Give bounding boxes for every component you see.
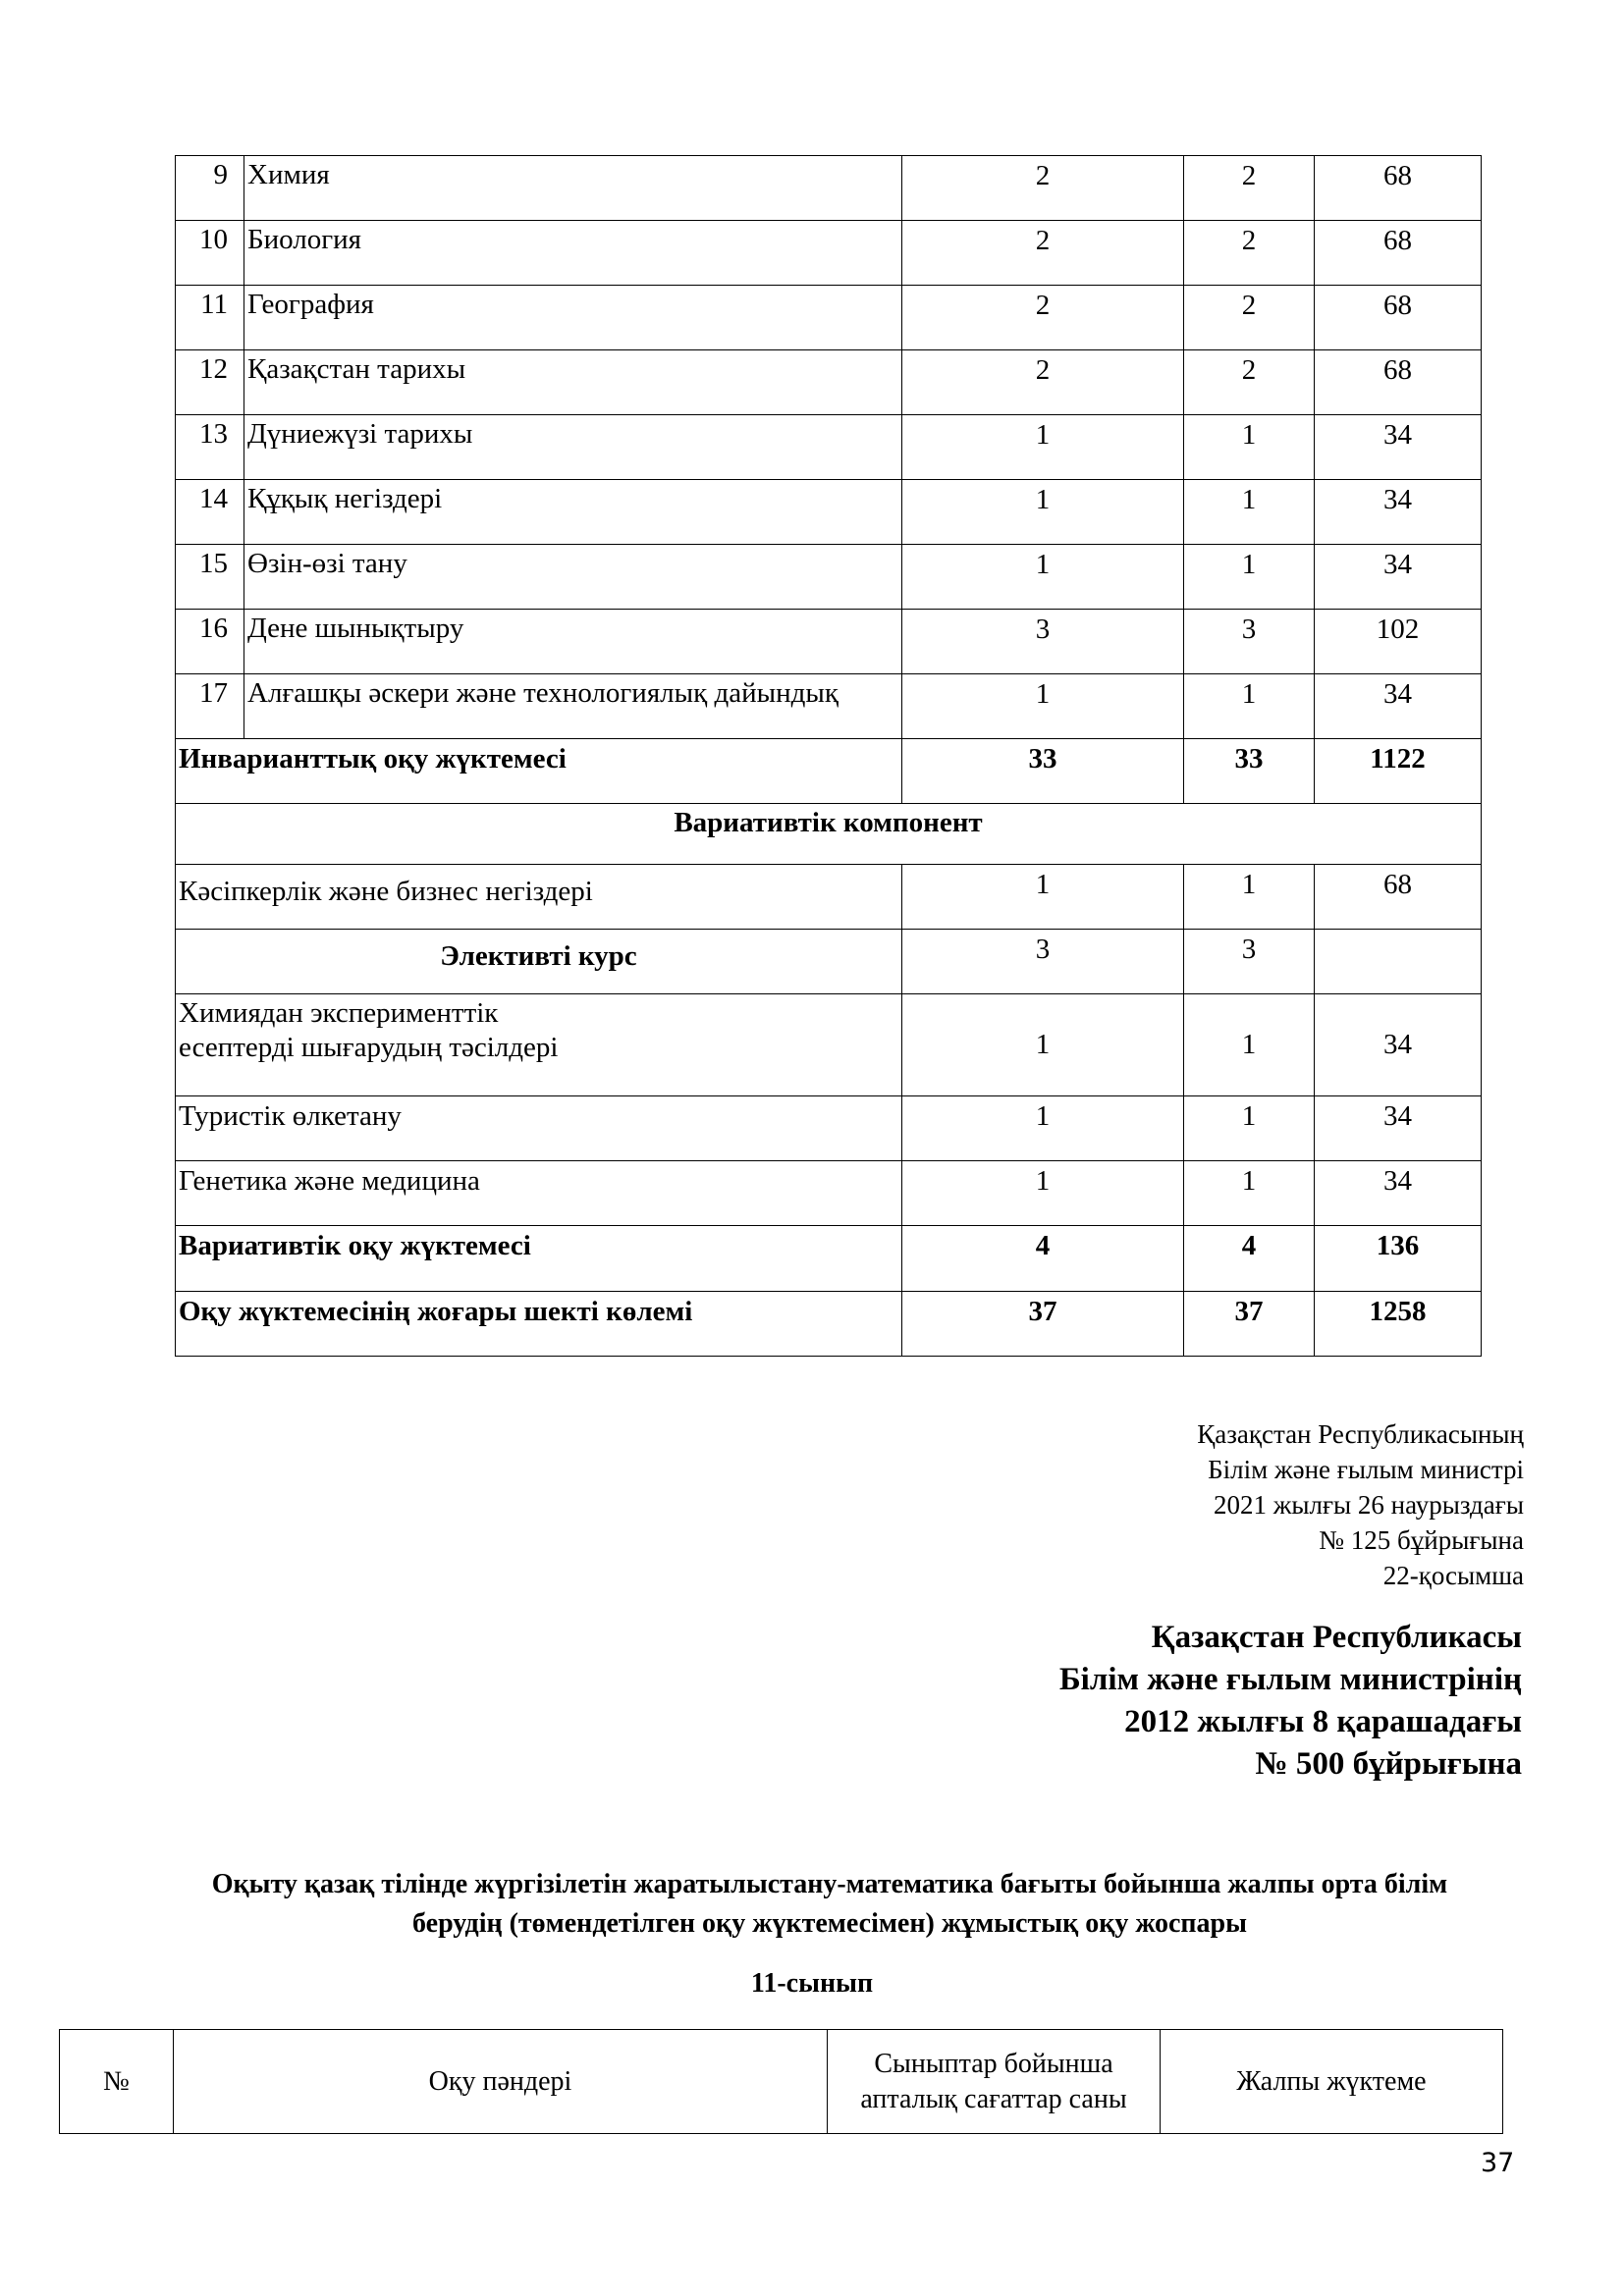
row-number: 14 [176,480,244,545]
elective-course-row [176,930,1482,994]
row-number: 13 [176,415,244,480]
weekly-hours-b: 3 [1184,930,1315,994]
curriculum-table-continued [175,155,1482,1357]
total-load: 68 [1315,221,1482,286]
invariant-total-label: Инварианттық оқу жүктемесі [176,739,902,804]
subject-name: Биология [244,221,902,286]
weekly-hours-a: 1 [902,674,1184,739]
elective-item-label: Туристік өлкетану [176,1096,902,1161]
total-load: 34 [1315,545,1482,610]
weekly-hours-b: 1 [1184,1096,1315,1161]
variative-total-label: Вариативтік оқу жүктемесі [176,1226,902,1292]
weekly-hours-b: 2 [1184,350,1315,415]
weekly-hours-b: 37 [1184,1292,1315,1357]
weekly-hours-b: 1 [1184,545,1315,610]
column-header-number: № [60,2030,174,2134]
page-number: 37 [1481,2148,1515,2178]
max-load-label: Оқу жүктемесінің жоғары шекті көлемі [176,1292,902,1357]
weekly-hours-a: 1 [902,415,1184,480]
order-line: 2012 жылғы 8 қарашадағы [1124,1704,1522,1739]
variative-total-row [176,1226,1482,1292]
table-row [176,610,1482,674]
weekly-hours-a: 2 [902,221,1184,286]
header-line: Сыныптар бойынша [874,2048,1113,2079]
approval-line: 2021 жылғы 26 наурыздағы [1213,1490,1524,1520]
subject-name: Қазақстан тарихы [244,350,902,415]
weekly-hours-b: 1 [1184,865,1315,930]
row-number: 16 [176,610,244,674]
order-line: № 500 бұйрығына [1255,1746,1522,1782]
header-row [60,2030,1503,2134]
total-load: 136 [1315,1226,1482,1292]
row-number: 17 [176,674,244,739]
weekly-hours-a: 1 [902,994,1184,1096]
approval-annex-note [1197,1416,1524,1593]
weekly-hours-a: 1 [902,865,1184,930]
total-load: 68 [1315,865,1482,930]
weekly-hours-a: 2 [902,286,1184,350]
table-row [176,545,1482,610]
total-load: 34 [1315,480,1482,545]
total-load: 34 [1315,1096,1482,1161]
weekly-hours-b: 2 [1184,286,1315,350]
subject-name: Өзін-өзі тану [244,545,902,610]
total-load: 34 [1315,674,1482,739]
order-reference [1059,1617,1522,1786]
weekly-hours-b: 4 [1184,1226,1315,1292]
table-row [176,221,1482,286]
elective-course-label: Элективті курс [176,930,902,994]
weekly-hours-a: 37 [902,1292,1184,1357]
weekly-hours-b: 2 [1184,221,1315,286]
subject-name: Дүниежүзі тарихы [244,415,902,480]
weekly-hours-a: 3 [902,610,1184,674]
total-load: 102 [1315,610,1482,674]
elective-item-row [176,994,1482,1096]
subject-name: Дене шынықтыру [244,610,902,674]
subject-name: Химия [244,156,902,221]
row-number: 10 [176,221,244,286]
table-row [176,286,1482,350]
order-line: Білім және ғылым министрінің [1058,1662,1522,1697]
title-line: Оқыту қазақ тілінде жүргізілетін жаратылыстану-математика бағыты бойынша жалпы орта білім [211,1869,1448,1899]
business-row [176,865,1482,930]
approval-line: Білім және ғылым министрі [1208,1455,1524,1484]
elective-item-label: Химиядан эксперименттік есептерді шығарудың тәсілдері [176,994,902,1096]
weekly-hours-b: 1 [1184,1161,1315,1226]
row-number: 15 [176,545,244,610]
weekly-hours-a: 33 [902,739,1184,804]
table-row [176,350,1482,415]
weekly-hours-a: 1 [902,1161,1184,1226]
curriculum-table-header [59,2029,1503,2134]
weekly-hours-b: 1 [1184,415,1315,480]
subject-name: География [244,286,902,350]
column-header-weekly-hours [828,2030,1161,2134]
business-subject-label: Кәсіпкерлік және бизнес негіздері [176,865,902,930]
row-number: 12 [176,350,244,415]
approval-line: № 125 бұйрығына [1319,1525,1524,1555]
weekly-hours-a: 2 [902,350,1184,415]
subject-name: Алғашқы әскери және технологиялық дайындық [244,674,902,739]
weekly-hours-a: 1 [902,480,1184,545]
subject-name: Құқық негіздері [244,480,902,545]
approval-line: Қазақстан Республикасының [1197,1419,1524,1449]
invariant-total-row [176,739,1482,804]
total-load: 68 [1315,350,1482,415]
weekly-hours-a: 1 [902,1096,1184,1161]
table-row [176,415,1482,480]
weekly-hours-b: 33 [1184,739,1315,804]
row-number: 11 [176,286,244,350]
weekly-hours-a: 1 [902,545,1184,610]
total-load: 34 [1315,415,1482,480]
weekly-hours-b: 1 [1184,674,1315,739]
total-load: 34 [1315,994,1482,1096]
order-line: Қазақстан Республикасы [1151,1620,1522,1655]
weekly-hours-a: 2 [902,156,1184,221]
elective-item-row [176,1096,1482,1161]
elective-item-label: Генетика және медицина [176,1161,902,1226]
total-load: 1122 [1315,739,1482,804]
class-heading: 11-сынып [750,1968,874,1999]
total-load: 68 [1315,156,1482,221]
total-load [1315,930,1482,994]
max-load-row [176,1292,1482,1357]
header-line: апталық сағаттар саны [860,2083,1127,2114]
elective-item-row [176,1161,1482,1226]
total-load: 68 [1315,286,1482,350]
document-title [108,1865,1551,1944]
table-row [176,674,1482,739]
table-row [176,480,1482,545]
weekly-hours-a: 3 [902,930,1184,994]
approval-line: 22-қосымша [1382,1561,1524,1590]
table-row [176,156,1482,221]
weekly-hours-b: 3 [1184,610,1315,674]
variative-component-heading: Вариативтік компонент [176,804,1482,865]
title-line: берудің (төмендетілген оқу жүктемесімен) жұмыстық оқу жоспары [412,1908,1247,1939]
row-number: 9 [176,156,244,221]
weekly-hours-b: 1 [1184,480,1315,545]
column-header-total-load: Жалпы жүктеме [1161,2030,1503,2134]
variative-header-row [176,804,1482,865]
column-header-subjects: Оқу пәндері [174,2030,828,2134]
weekly-hours-b: 1 [1184,994,1315,1096]
total-load: 1258 [1315,1292,1482,1357]
weekly-hours-b: 2 [1184,156,1315,221]
weekly-hours-a: 4 [902,1226,1184,1292]
total-load: 34 [1315,1161,1482,1226]
